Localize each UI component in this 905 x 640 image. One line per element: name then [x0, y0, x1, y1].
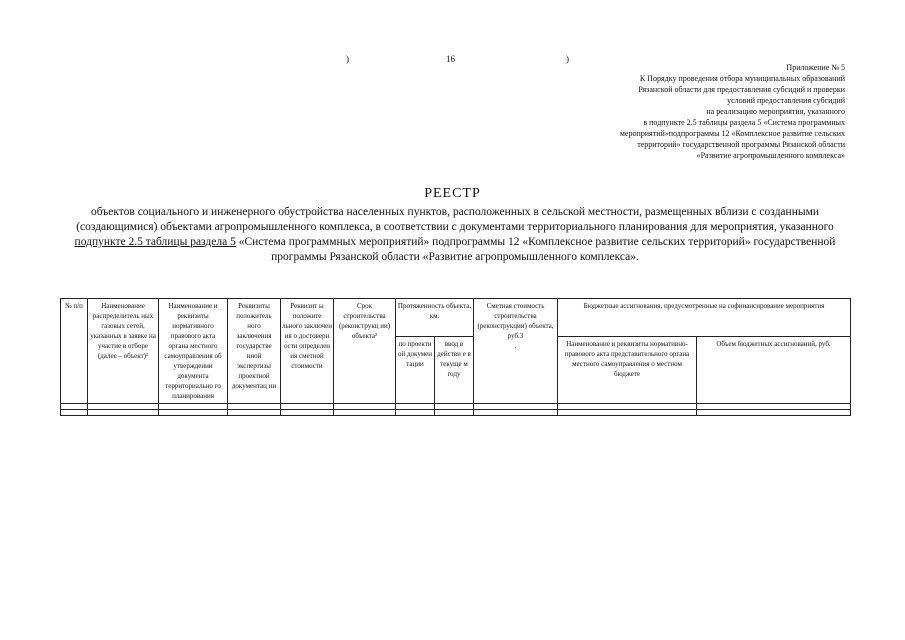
registry-text-part: «Система программных мероприятий» подпрограммы 12 «Комплексное развитие сельских территорий» государственной программы Рязанской области «Развитие агропромышленного комплекса». — [235, 236, 836, 263]
table-header-row — [61, 299, 851, 337]
header-bracket-right: ) — [566, 54, 569, 64]
col-legal-act-header: Наименование и реквизиты нормативного правового акта органа местного самоуправления об утверждении документа территориально го планирования — [159, 299, 228, 404]
col-budget-header: Бюджетные ассигнования, предусмотренные на софинансирование мероприятия — [558, 299, 851, 337]
col-number-header: № п/п — [61, 299, 88, 404]
appendix-line: условий предоставления субсидий — [727, 96, 845, 105]
table-cell — [435, 410, 474, 416]
registry-description — [60, 205, 850, 265]
col-cost-reliability-header: Реквизит ы положите льного заключен ия о достоверн ости определен ия сметной стоимости — [281, 299, 334, 404]
table-cell — [88, 410, 159, 416]
table-cell — [281, 410, 334, 416]
appendix-line: в подпункте 2.5 таблицы раздела 5 «Система программных — [643, 118, 845, 127]
appendix-line: К Порядку проведения отбора муниципальных образований — [639, 74, 845, 83]
registry-table — [60, 298, 851, 416]
col-length-current-year-header: ввод в действи е в текуще м году — [435, 336, 474, 404]
col-expertise-header: Реквизиты положитель ного заключения государстве нной экспертизы проектной документац ии — [228, 299, 281, 404]
estimated-cost-text: Сметная стоимость строительства (реконструкции) объекта, руб.3 — [477, 302, 554, 340]
header-bracket-left: ) — [346, 54, 349, 64]
appendix-block — [515, 62, 845, 161]
table-cell — [159, 410, 228, 416]
registry-text-part: объектов социального и инженерного обустройства населенных пунктов, расположенных в сельской местности, размещенных вблизи с созданными (создающимися) объектами агропромышленного комплекса, в соответствии с документами территориального планирования для мероприятия, указанного — [76, 206, 834, 233]
table-cell — [228, 410, 281, 416]
appendix-line: территорий» государственной программы Рязанской области — [637, 140, 845, 149]
table-row — [61, 410, 851, 416]
col-estimated-cost-header — [474, 299, 558, 404]
appendix-line: мероприятий»подпрограммы 12 «Комплексное развитие сельских — [619, 129, 845, 138]
col-construction-term-header: Срок строительства (реконструкц ии) объекта² — [334, 299, 396, 404]
table-cell — [396, 410, 435, 416]
table-cell — [697, 410, 851, 416]
col-budget-volume-header: Объем бюджетных ассигнований, руб. — [697, 336, 851, 404]
appendix-line: Приложение № 5 — [786, 63, 845, 72]
appendix-line: Рязанской области для предоставления субсидий и проверки — [638, 85, 845, 94]
col-object-name-header: Наименование распределитель ных газовых сетей, указанных в заявке на участие в отборе (далее – объект)¹ — [88, 299, 159, 404]
table-cell — [61, 410, 88, 416]
page-number: 16 — [446, 54, 455, 64]
registry-text-link: подпункте 2.5 таблицы раздела 5 — [74, 236, 236, 248]
estimated-cost-dot: . — [514, 342, 517, 350]
appendix-line: на реализацию мероприятия, указанного — [706, 107, 845, 116]
col-length-project-header: по проекти ой докумен тации — [396, 336, 435, 404]
registry-title: РЕЕСТР — [424, 186, 481, 201]
appendix-line: «Развитие агропромышленного комплекса» — [696, 151, 845, 160]
table-cell — [474, 410, 558, 416]
table-cell — [334, 410, 396, 416]
col-budget-act-header: Наименование и реквизиты нормативно-правового акта представительного органа местного самоуправления о местном бюджете — [558, 336, 697, 404]
col-length-header: Протяженность объекта, км. — [396, 299, 474, 337]
table-cell — [558, 410, 697, 416]
